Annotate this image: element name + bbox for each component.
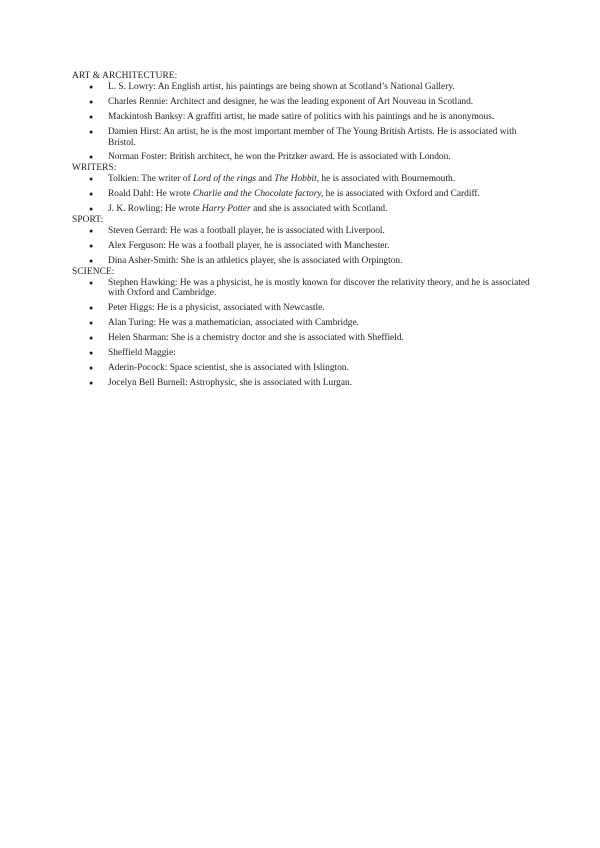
list-item: ● Alex Ferguson: He was a football player, he is associated with Manchester. xyxy=(89,240,390,251)
bullet-icon: ● xyxy=(89,378,94,387)
list-item: ● Aderin-Pocock: Space scientist, she is associated with Islington. xyxy=(89,362,349,373)
list-item: ● Dina Asher-Smith: She is an athletics player, she is associated with Orpington. xyxy=(89,255,403,266)
bullet-list xyxy=(72,82,532,163)
bullet-list xyxy=(72,174,532,215)
bullet-icon: ● xyxy=(89,190,94,199)
list-item: ● Steven Gerrard: He was a football player, he is associated with Liverpool. xyxy=(89,225,385,236)
list-item: ● Alan Turing: He was a mathematician, associated with Cambridge. xyxy=(89,318,359,329)
bullet-icon: ● xyxy=(89,175,94,184)
section-heading: WRITERS: xyxy=(72,163,117,174)
list-item: ● Helen Sharman: She is a chemistry doctor and she is associated with Sheffield. xyxy=(89,333,404,344)
bullet-icon: ● xyxy=(89,278,94,287)
section-heading: SCIENCE: xyxy=(72,266,115,277)
list-item: ● Charles Rennie: Architect and designer, he was the leading exponent of Art Nouveau in Scotland. xyxy=(89,96,474,107)
bullet-icon: ● xyxy=(89,153,94,162)
section-heading: SPORT: xyxy=(72,214,104,225)
list-item: ● Stephen Hawking: He was a physicist, he is mostly known for discover the relativity theory, and he is associated with Oxford and Cambridge. xyxy=(89,277,530,299)
bullet-icon: ● xyxy=(89,334,94,343)
bullet-icon: ● xyxy=(89,256,94,265)
section-heading: ART & ARCHITECTURE: xyxy=(72,71,178,81)
list-item: ● Tolkien: The writer of Lord of the rings and The Hobbit, he is associated with Bournemouth. xyxy=(89,174,455,185)
bullet-icon: ● xyxy=(89,205,94,214)
bullet-icon: ● xyxy=(89,226,94,235)
section-art-architecture xyxy=(72,71,532,163)
list-item: ● Norman Foster: British architect, he won the Pritzker award. He is associated with London. xyxy=(89,152,451,163)
bullet-list xyxy=(72,278,532,389)
bullet-icon: ● xyxy=(89,82,94,91)
section-sport xyxy=(72,215,532,267)
list-item: ● Sheffield Maggie: xyxy=(89,348,176,359)
list-item: ● Roald Dahl: He wrote Charlie and the Chocolate factory, he is associated with Oxford and Cardiff. xyxy=(89,189,480,200)
bullet-icon: ● xyxy=(89,241,94,250)
list-item: ● J. K. Rowling: He wrote Harry Potter and she is associated with Scotland. xyxy=(89,204,388,215)
list-item: ● Jocelyn Bell Burnell: Astrophysic, she is associated with Lurgan. xyxy=(89,377,353,388)
bullet-icon: ● xyxy=(89,112,94,121)
list-item: ● Mackintosh Banksy: A graffiti artist, he made satire of politics with his paintings and he is anonymous. xyxy=(89,111,495,122)
bullet-icon: ● xyxy=(89,363,94,372)
bullet-icon: ● xyxy=(89,319,94,328)
bullet-icon: ● xyxy=(89,127,94,136)
section-science xyxy=(72,267,532,389)
list-item: ● Damien Hirst: An artist, he is the most important member of The Young British Artists. He is associated with Bristol. xyxy=(89,126,517,148)
document-page xyxy=(72,71,532,393)
list-item: ● Peter Higgs: He is a physicist, associated with Newcastle. xyxy=(89,303,325,314)
bullet-list xyxy=(72,226,532,267)
list-item: ● L. S. Lowry: An English artist, his paintings are being shown at Scotland’s National Gallery. xyxy=(89,81,455,92)
bullet-icon: ● xyxy=(89,349,94,358)
section-writers xyxy=(72,163,532,215)
bullet-icon: ● xyxy=(89,97,94,106)
bullet-icon: ● xyxy=(89,304,94,313)
